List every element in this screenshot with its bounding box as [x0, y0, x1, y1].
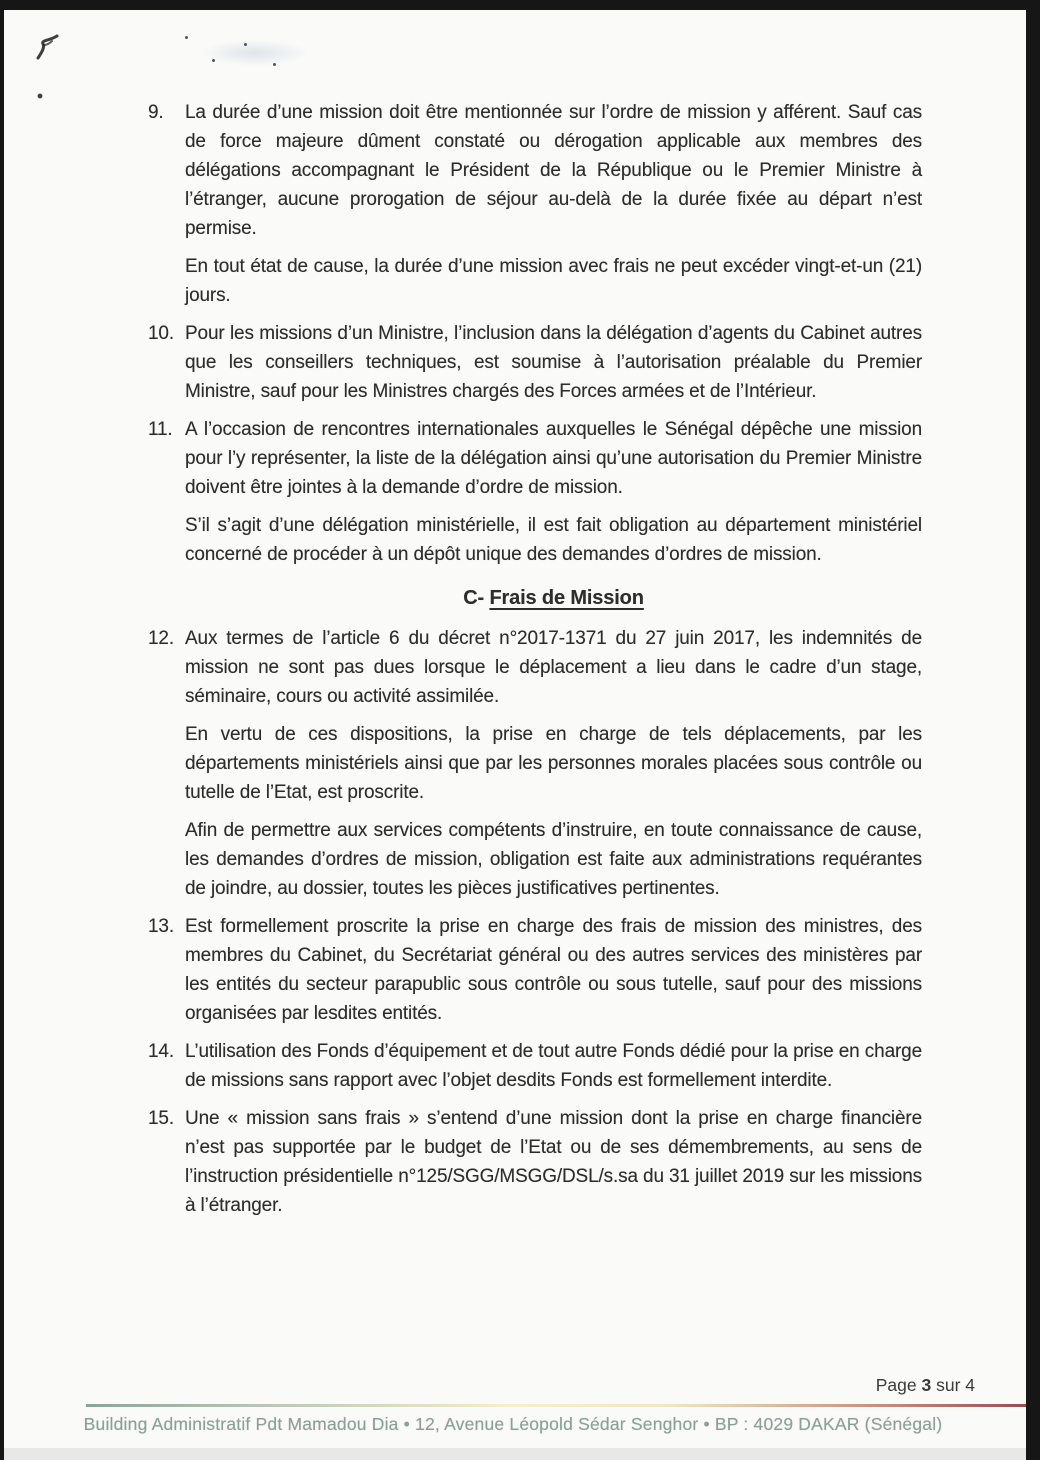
- paragraph: Aux termes de l’article 6 du décret n°2017-1371 du 27 juin 2017, les indemnités de mission ne sont pas dues lorsque le déplacement a lieu dans le cadre d’un stage, séminaire, cours ou activité assimilée.: [185, 628, 922, 707]
- list-number: 11.: [148, 419, 173, 440]
- scan-edge-right: [1026, 0, 1040, 1460]
- paragraph: Une « mission sans frais » s’entend d’une mission dont la prise en charge financière n’est pas supportée par le budget de l’Etat ou de ses démembrements, au sens de l’instruction présidentielle n°125/SGG/MSGG/DSL/s.sa du 31 juillet 2019 sur les missions à l’étranger.: [185, 1108, 922, 1216]
- paragraph: Pour les missions d’un Ministre, l’inclusion dans la délégation d’agents du Cabinet autres que les conseillers techniques, est soumise à l’autorisation préalable du Premier Ministre, sauf pour les Ministres chargés des Forces armées et de l’Intérieur.: [185, 323, 922, 402]
- list-number: 12.: [148, 628, 174, 649]
- scan-edge-bottom: [0, 1448, 1040, 1460]
- paragraph: Est formellement proscrite la prise en charge des frais de mission des ministres, des membres du Cabinet, du Secrétariat général ou des autres services des ministères par les entités du secteur parapublic sous contrôle ou sous tutelle, sauf pour des missions organisées par lesdites entités.: [185, 916, 922, 1024]
- paragraph: En tout état de cause, la durée d’une mission avec frais ne peut excéder vingt-et-un (21) jours.: [185, 256, 922, 306]
- list-number: 9.: [148, 102, 164, 123]
- paragraph: En vertu de ces dispositions, la prise en charge de tels déplacements, par les départements ministériels ainsi que par les personnes morales placées sous contrôle ou tutelle de l’Etat, est proscrite.: [185, 724, 922, 803]
- list-number: 13.: [148, 916, 174, 937]
- numbered-item-9: [148, 98, 922, 319]
- numbered-item-11: [148, 415, 922, 578]
- scan-edge-top: [0, 0, 1040, 10]
- section-heading-title: Frais de Mission: [489, 587, 644, 609]
- numbered-item-12: [148, 624, 922, 912]
- pen-scribble-mark: [33, 28, 67, 102]
- paragraph: S’il s’agit d’une délégation ministérielle, il est fait obligation au département ministériel concerné de procéder à un dépôt unique des demandes d’ordres de mission.: [185, 515, 922, 565]
- paragraph: La durée d’une mission doit être mentionnée sur l’ordre de mission y afférent. Sauf cas de force majeure dûment constaté ou dérogation applicable aux membres des délégations accompagnant le Président de la République ou le Premier Ministre à l’étranger, aucune prorogation de séjour au-delà de la durée fixée au départ n’est permise.: [185, 102, 922, 239]
- footer-address: Building Administratif Pdt Mamadou Dia • 12, Avenue Léopold Sédar Senghor • BP : 4029 DAKAR (Sénégal): [83, 1414, 943, 1434]
- numbered-item-13: [148, 912, 922, 1037]
- page-number: 3: [921, 1375, 932, 1395]
- section-heading-prefix: C-: [463, 587, 485, 609]
- numbered-item-15: [148, 1104, 922, 1229]
- list-number: 15.: [148, 1108, 174, 1129]
- section-heading: [185, 584, 922, 613]
- page-of: sur 4: [931, 1375, 975, 1395]
- paragraph: Afin de permettre aux services compétents d’instruire, en toute connaissance de cause, les demandes d’ordres de mission, obligation est faite aux administrations requérantes de joindre, au dossier, toutes les pièces justificatives pertinentes.: [185, 820, 922, 899]
- numbered-item-10: [148, 319, 922, 415]
- scan-edge-left: [0, 0, 4, 1460]
- page-word: Page: [875, 1375, 922, 1395]
- list-number: 14.: [148, 1041, 174, 1062]
- footer-rule: [86, 1404, 1026, 1407]
- paragraph: A l’occasion de rencontres internationales auxquelles le Sénégal dépêche une mission pour l’y représenter, la liste de la délégation ainsi qu’une autorisation du Premier Ministre doivent être jointes à la demande d’ordre de mission.: [185, 419, 922, 498]
- page-indicator: [876, 1375, 975, 1396]
- paragraph: L’utilisation des Fonds d’équipement et de tout autre Fonds dédié pour la prise en charge de missions sans rapport avec l’objet desdits Fonds est formellement interdite.: [185, 1041, 922, 1091]
- list-number: 10.: [148, 323, 174, 344]
- numbered-item-14: [148, 1037, 922, 1104]
